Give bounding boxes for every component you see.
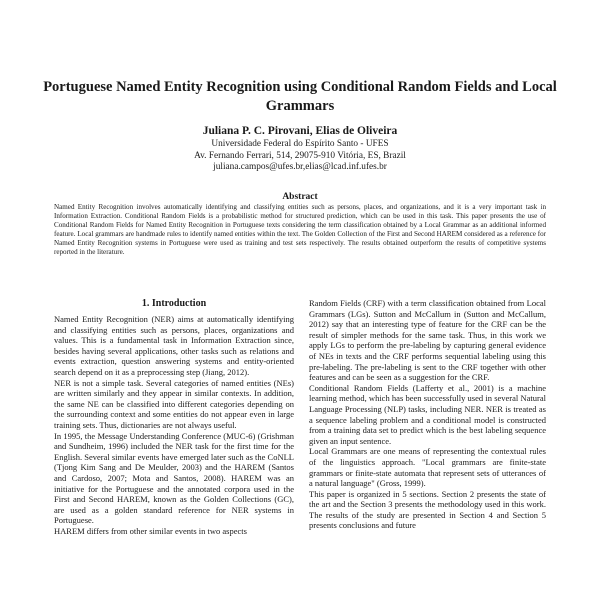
intro-paragraph-7: Local Grammars are one means of representing the contextual rules of the linguistics approach. "Local grammars are finite-state grammars or finite-state automata that represent sets of utterances of a natural language" (Gross, 1999). [309,446,546,489]
intro-paragraph-4: HAREM differs from other similar events in two aspects [54,525,247,536]
intro-paragraph-5: Random Fields (CRF) with a term classification obtained from Local Grammars (LGs). Sutton and McCallum in (Sutton and McCallum, 2012) say that an interesting type of feature for the CRF can be the result of simpler methods for the same task. Thus, in this work we apply LGs to perform the pre-labeling by capturing general evidence of NEs in texts and the CRF performs sequential labeling using this pre-labeling. The pre-labeling is sent to the CRF together with other features and can be seen as a suggestion for the CRF. [309,298,546,383]
right-column [309,298,546,531]
intro-paragraph-3: In 1995, the Message Understanding Conference (MUC-6) (Grishman and Sundheim, 1996) included the NER task for the first time for the English. Several similar events have emerged later such as the CoNLL (Tjong Kim Sang and De Meulder, 2003) and the HAREM (Santos and Cardoso, 2007; Mota and Santos, 2008). HAREM was an initiative for the Portuguese and the annotated corpora used in the First and Second HAREM, known as the Golden Collections (GC), are used as a golden standard reference for NER systems in Portuguese. [54,430,294,526]
intro-paragraph-6: Conditional Random Fields (Lafferty et al., 2001) is a machine learning method, which has been successfully used in several Natural Language Processing (NLP) tasks, including NER. NER is treated as a sequence labeling problem and a conditional model is constructed from a training data set to predict which is the best labeling sequence given an input sentence. [309,382,546,446]
paper-authors: Juliana P. C. Pirovani, Elias de Oliveira [202,125,398,137]
left-column [54,298,294,536]
abstract-text: Named Entity Recognition involves automatically identifying and classifying entities such as persons, places, and organizations, and it is a very important task in Information Extraction. Conditional Random Fields is a probabilistic method for structured prediction, which can be used in this task. This paper presents the use of Conditional Random Fields for Named Entity Recognition in Portuguese texts considering the term classification obtained by a Local Grammar as an additional informed feature. Local grammars are handmade rules to identify named entities within the text. The Golden Collection of the First and Second HAREM considered as a reference for Named Entity Recognition systems in Portuguese were used as training and test sets respectively. The results obtained outperform the results of competitive systems reported in the literature. [54,203,546,256]
intro-paragraph-2: NER is not a simple task. Several categories of named entities (NEs) are written similarly and they appear in similar contexts. In addition, the same NE can be classified into different categories depending on the surrounding context and some entities do not appear even in large training sets. Thus, dictionaries are not always useful. [54,377,294,430]
abstract-heading: Abstract [282,192,318,202]
section-heading-introduction: 1. Introduction [141,298,207,309]
intro-paragraph-8: This paper is organized in 5 sections. Section 2 presents the state of the art and the Section 3 presents the methodology used in this work. The results of the study are presented in Section 4 and Section 5 presents conclusions and future [309,488,546,531]
intro-paragraph-1: Named Entity Recognition (NER) aims at automatically identifying and classifying entities such as persons, places, organizations and values. This is a fundamental task in Information Extraction since, besides having several applications, other tasks such as relations and events extraction, question answering systems and entity-oriented search depend on it as a preprocessing step (Jiang, 2012). [54,314,294,377]
affiliation-emails: juliana.campos@ufes.br,elias@lcad.inf.ufes.br [213,162,387,173]
affiliation-address: Av. Fernando Ferrari, 514, 29075-910 Vitória, ES, Brazil [194,150,406,161]
affiliation-block [40,139,560,174]
paper-title: Portuguese Named Entity Recognition using Conditional Random Fields and Local Grammars [43,79,557,114]
affiliation-university: Universidade Federal do Espírito Santo - UFES [211,139,389,149]
